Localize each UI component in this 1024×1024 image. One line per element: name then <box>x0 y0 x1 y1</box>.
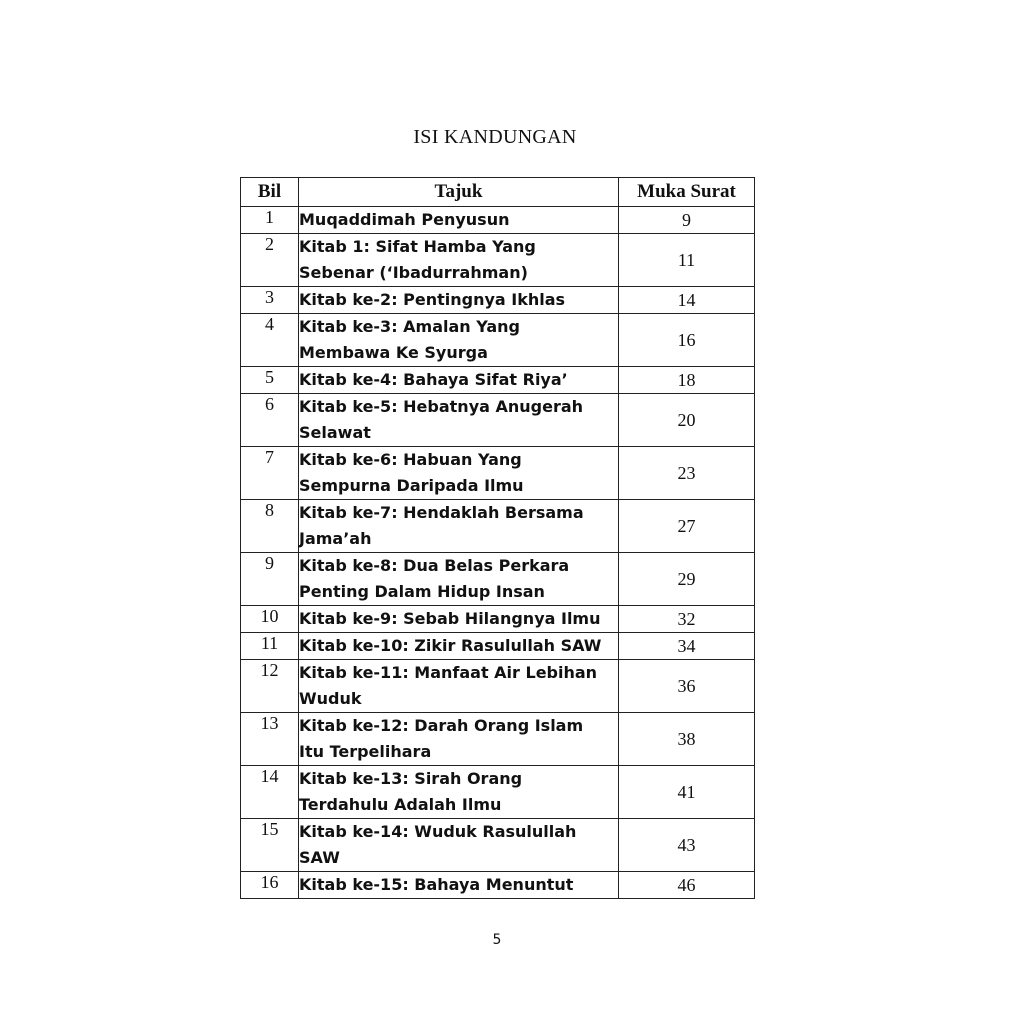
row-title-line: Kitab ke-15: Bahaya Menuntut <box>299 875 574 894</box>
row-number: 13 <box>241 713 299 766</box>
row-number: 15 <box>241 819 299 872</box>
row-page-number: 14 <box>619 287 755 314</box>
row-title-line: Kitab ke-12: Darah Orang Islam <box>299 716 584 735</box>
row-page-number: 18 <box>619 367 755 394</box>
row-title-line: Sebenar (‘Ibadurrahman) <box>299 263 528 282</box>
row-title-line: Kitab ke-5: Hebatnya Anugerah <box>299 397 584 416</box>
table-row <box>241 287 755 314</box>
row-title-line: Kitab ke-7: Hendaklah Bersama <box>299 503 584 522</box>
header-row <box>241 178 755 207</box>
row-title-line: Kitab ke-10: Zikir Rasulullah SAW <box>299 636 602 655</box>
row-title-line: Kitab ke-13: Sirah Orang <box>299 769 523 788</box>
row-number: 2 <box>241 234 299 287</box>
row-title <box>299 394 619 447</box>
row-title-line: Wuduk <box>299 689 362 708</box>
row-page-number: 34 <box>619 633 755 660</box>
row-number: 16 <box>241 872 299 899</box>
row-title-line: Selawat <box>299 423 371 442</box>
row-number: 3 <box>241 287 299 314</box>
table-row <box>241 660 755 713</box>
header-tajuk: Tajuk <box>299 178 619 207</box>
row-number: 10 <box>241 606 299 633</box>
row-page-number: 23 <box>619 447 755 500</box>
row-number: 12 <box>241 660 299 713</box>
row-number: 14 <box>241 766 299 819</box>
table-row <box>241 633 755 660</box>
row-number: 8 <box>241 500 299 553</box>
page-number: 5 <box>492 932 502 948</box>
header-bil: Bil <box>241 178 299 207</box>
row-title-line: SAW <box>299 848 340 867</box>
row-title <box>299 872 619 899</box>
row-number: 9 <box>241 553 299 606</box>
table-row <box>241 500 755 553</box>
row-title <box>299 660 619 713</box>
row-title-line: Kitab ke-8: Dua Belas Perkara <box>299 556 570 575</box>
row-title <box>299 287 619 314</box>
table-row <box>241 314 755 367</box>
row-number: 1 <box>241 207 299 234</box>
row-page-number: 11 <box>619 234 755 287</box>
row-number: 5 <box>241 367 299 394</box>
table-row <box>241 367 755 394</box>
row-title <box>299 819 619 872</box>
row-title <box>299 766 619 819</box>
row-title-line: Kitab ke-6: Habuan Yang <box>299 450 522 469</box>
row-title <box>299 314 619 367</box>
row-page-number: 41 <box>619 766 755 819</box>
row-number: 11 <box>241 633 299 660</box>
row-number: 6 <box>241 394 299 447</box>
row-page-number: 9 <box>619 207 755 234</box>
row-page-number: 36 <box>619 660 755 713</box>
table-row <box>241 394 755 447</box>
row-title-line: Terdahulu Adalah Ilmu <box>299 795 502 814</box>
row-title-line: Muqaddimah Penyusun <box>299 210 510 229</box>
row-page-number: 38 <box>619 713 755 766</box>
row-page-number: 46 <box>619 872 755 899</box>
row-page-number: 16 <box>619 314 755 367</box>
row-title <box>299 234 619 287</box>
header-muka-surat: Muka Surat <box>619 178 755 207</box>
row-title <box>299 207 619 234</box>
row-title <box>299 447 619 500</box>
row-title-line: Penting Dalam Hidup Insan <box>299 582 545 601</box>
row-page-number: 32 <box>619 606 755 633</box>
row-title <box>299 633 619 660</box>
table-row <box>241 606 755 633</box>
row-title-line: Kitab 1: Sifat Hamba Yang <box>299 237 536 256</box>
row-title-line: Kitab ke-14: Wuduk Rasulullah <box>299 822 577 841</box>
table-row <box>241 766 755 819</box>
table-row <box>241 819 755 872</box>
table-row <box>241 713 755 766</box>
row-title-line: Sempurna Daripada Ilmu <box>299 476 524 495</box>
row-page-number: 29 <box>619 553 755 606</box>
row-page-number: 27 <box>619 500 755 553</box>
table-row <box>241 234 755 287</box>
row-title <box>299 553 619 606</box>
contents-table <box>240 177 755 899</box>
table-row <box>241 553 755 606</box>
row-title <box>299 367 619 394</box>
row-page-number: 20 <box>619 394 755 447</box>
row-title-line: Kitab ke-11: Manfaat Air Lebihan <box>299 663 598 682</box>
page-title: ISI KANDUNGAN <box>413 126 577 148</box>
table-row <box>241 872 755 899</box>
table-row <box>241 207 755 234</box>
row-title-line: Kitab ke-3: Amalan Yang <box>299 317 521 336</box>
row-title-line: Membawa Ke Syurga <box>299 343 488 362</box>
row-title-line: Itu Terpelihara <box>299 742 432 761</box>
row-title-line: Kitab ke-9: Sebab Hilangnya Ilmu <box>299 609 601 628</box>
row-title <box>299 606 619 633</box>
row-title <box>299 500 619 553</box>
row-number: 7 <box>241 447 299 500</box>
table-row <box>241 447 755 500</box>
row-title-line: Jama’ah <box>299 529 372 548</box>
row-title <box>299 713 619 766</box>
row-number: 4 <box>241 314 299 367</box>
row-title-line: Kitab ke-4: Bahaya Sifat Riya’ <box>299 370 568 389</box>
row-page-number: 43 <box>619 819 755 872</box>
row-title-line: Kitab ke-2: Pentingnya Ikhlas <box>299 290 566 309</box>
